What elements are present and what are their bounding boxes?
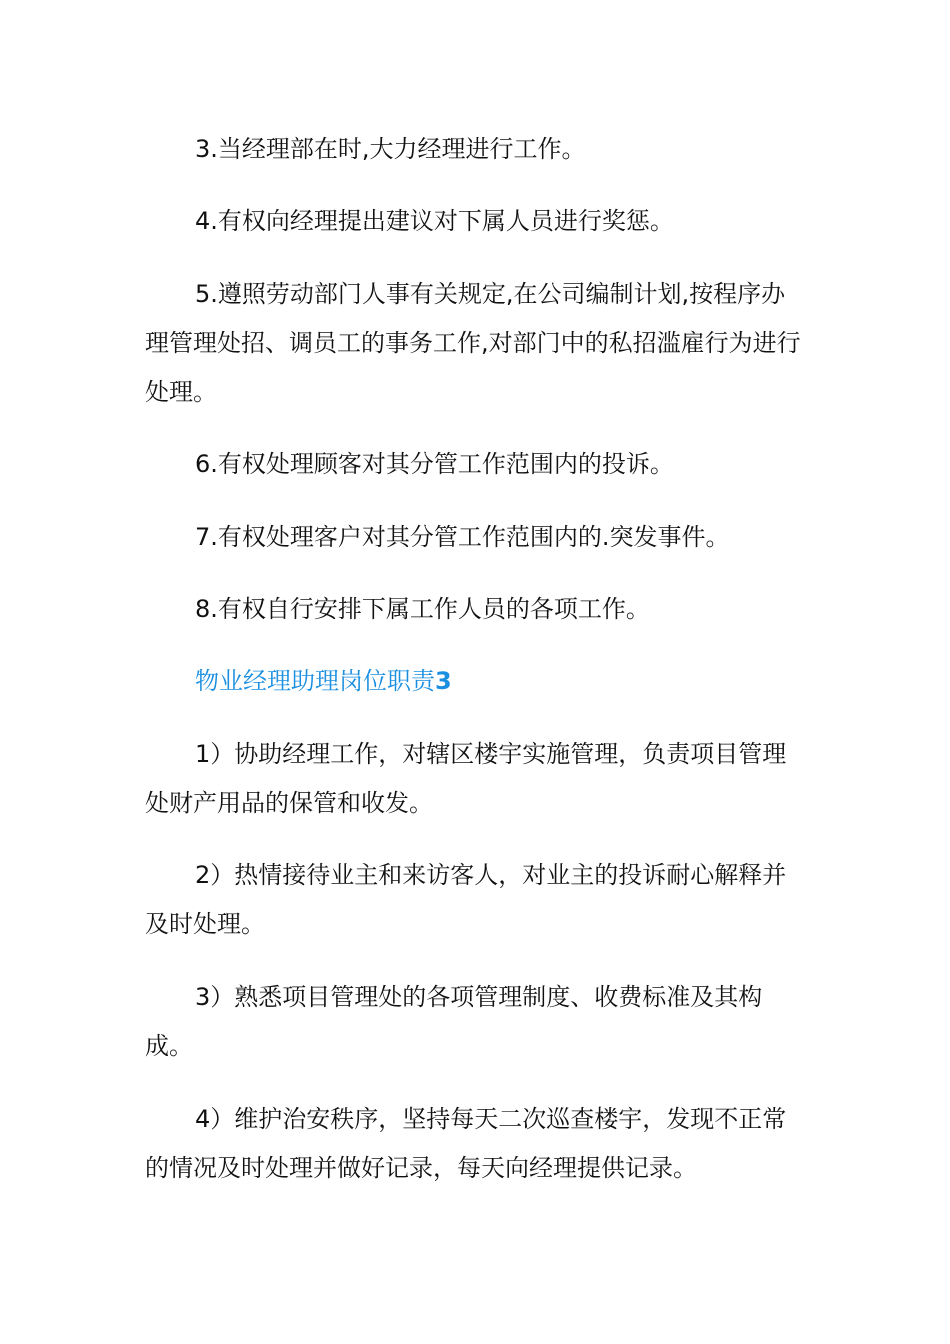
section-item-3: 3）熟悉项目管理处的各项管理制度、收费标准及其构成。 xyxy=(145,983,763,1060)
section-item-1: 1）协助经理工作，对辖区楼宇实施管理，负责项目管理处财产用品的保管和收发。 xyxy=(145,740,787,817)
paragraph-item-6: 6.有权处理顾客对其分管工作范围内的投诉。 xyxy=(195,450,674,478)
paragraph-item-4: 4.有权向经理提出建议对下属人员进行奖惩。 xyxy=(195,207,674,235)
section-heading-number: 3 xyxy=(435,667,452,695)
paragraph-item-5: 5.遵照劳动部门人事有关规定,在公司编制计划,按程序办理管理处招、调员工的事务工作,对部门中的私招滥雇行为进行处理。 xyxy=(145,280,801,406)
section-heading-text: 物业经理助理岗位职责 xyxy=(195,667,435,695)
paragraph-item-3: 3.当经理部在时,大力经理进行工作。 xyxy=(195,135,586,163)
section-item-4: 4）维护治安秩序，坚持每天二次巡查楼宇，发现不正常的情况及时处理并做好记录，每天向经理提供记录。 xyxy=(145,1105,787,1182)
paragraph-item-8: 8.有权自行安排下属工作人员的各项工作。 xyxy=(195,595,650,623)
paragraph-item-7: 7.有权处理客户对其分管工作范围内的.突发事件。 xyxy=(195,523,730,551)
section-heading xyxy=(145,657,805,706)
section-item-2: 2）热情接待业主和来访客人，对业主的投诉耐心解释并及时处理。 xyxy=(145,861,787,938)
